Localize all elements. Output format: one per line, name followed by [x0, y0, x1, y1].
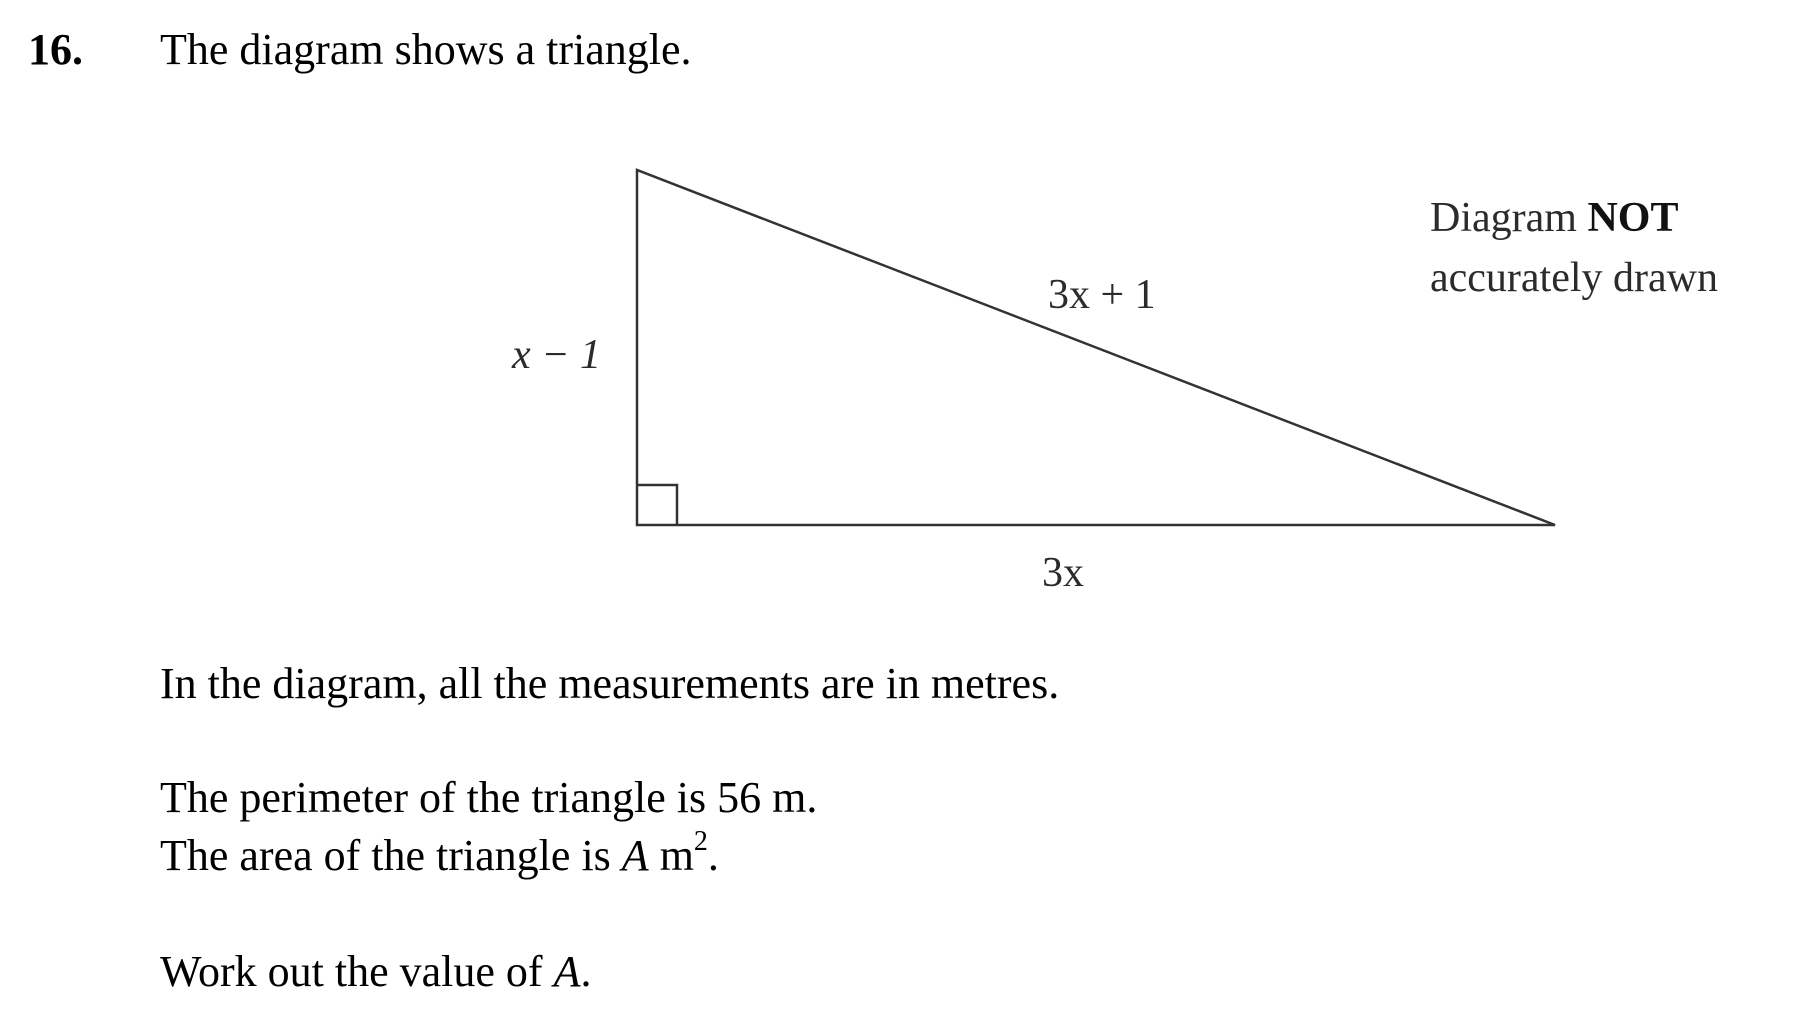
note-normal-text: Diagram: [1430, 195, 1588, 241]
perimeter-statement: The perimeter of the triangle is 56 m.: [160, 773, 818, 822]
label-base: 3x: [1042, 550, 1084, 596]
area-exponent: 2: [693, 826, 708, 857]
note-line-1: [1430, 188, 1718, 248]
label-hypotenuse: 3x + 1: [1048, 272, 1156, 318]
right-angle-marker: [637, 485, 677, 525]
question-intro: The diagram shows a triangle.: [160, 25, 692, 74]
area-variable: A: [621, 831, 649, 880]
question-number: 16.: [28, 25, 83, 74]
task-variable: A: [553, 947, 581, 996]
note-line-2: accurately drawn: [1430, 255, 1718, 301]
label-vertical-side: x − 1: [512, 332, 601, 378]
task-statement: [160, 947, 592, 996]
note-bold-text: NOT: [1587, 195, 1679, 241]
area-prefix: The area of the triangle is: [160, 831, 622, 880]
area-unit: m: [648, 831, 694, 880]
area-suffix: .: [707, 831, 719, 880]
measurements-note: In the diagram, all the measurements are in metres.: [160, 659, 1060, 708]
right-triangle: [637, 170, 1555, 525]
task-prefix: Work out the value of: [160, 947, 554, 996]
area-statement: [160, 826, 719, 880]
diagram-accuracy-note: [1430, 188, 1718, 308]
task-suffix: .: [580, 947, 592, 996]
